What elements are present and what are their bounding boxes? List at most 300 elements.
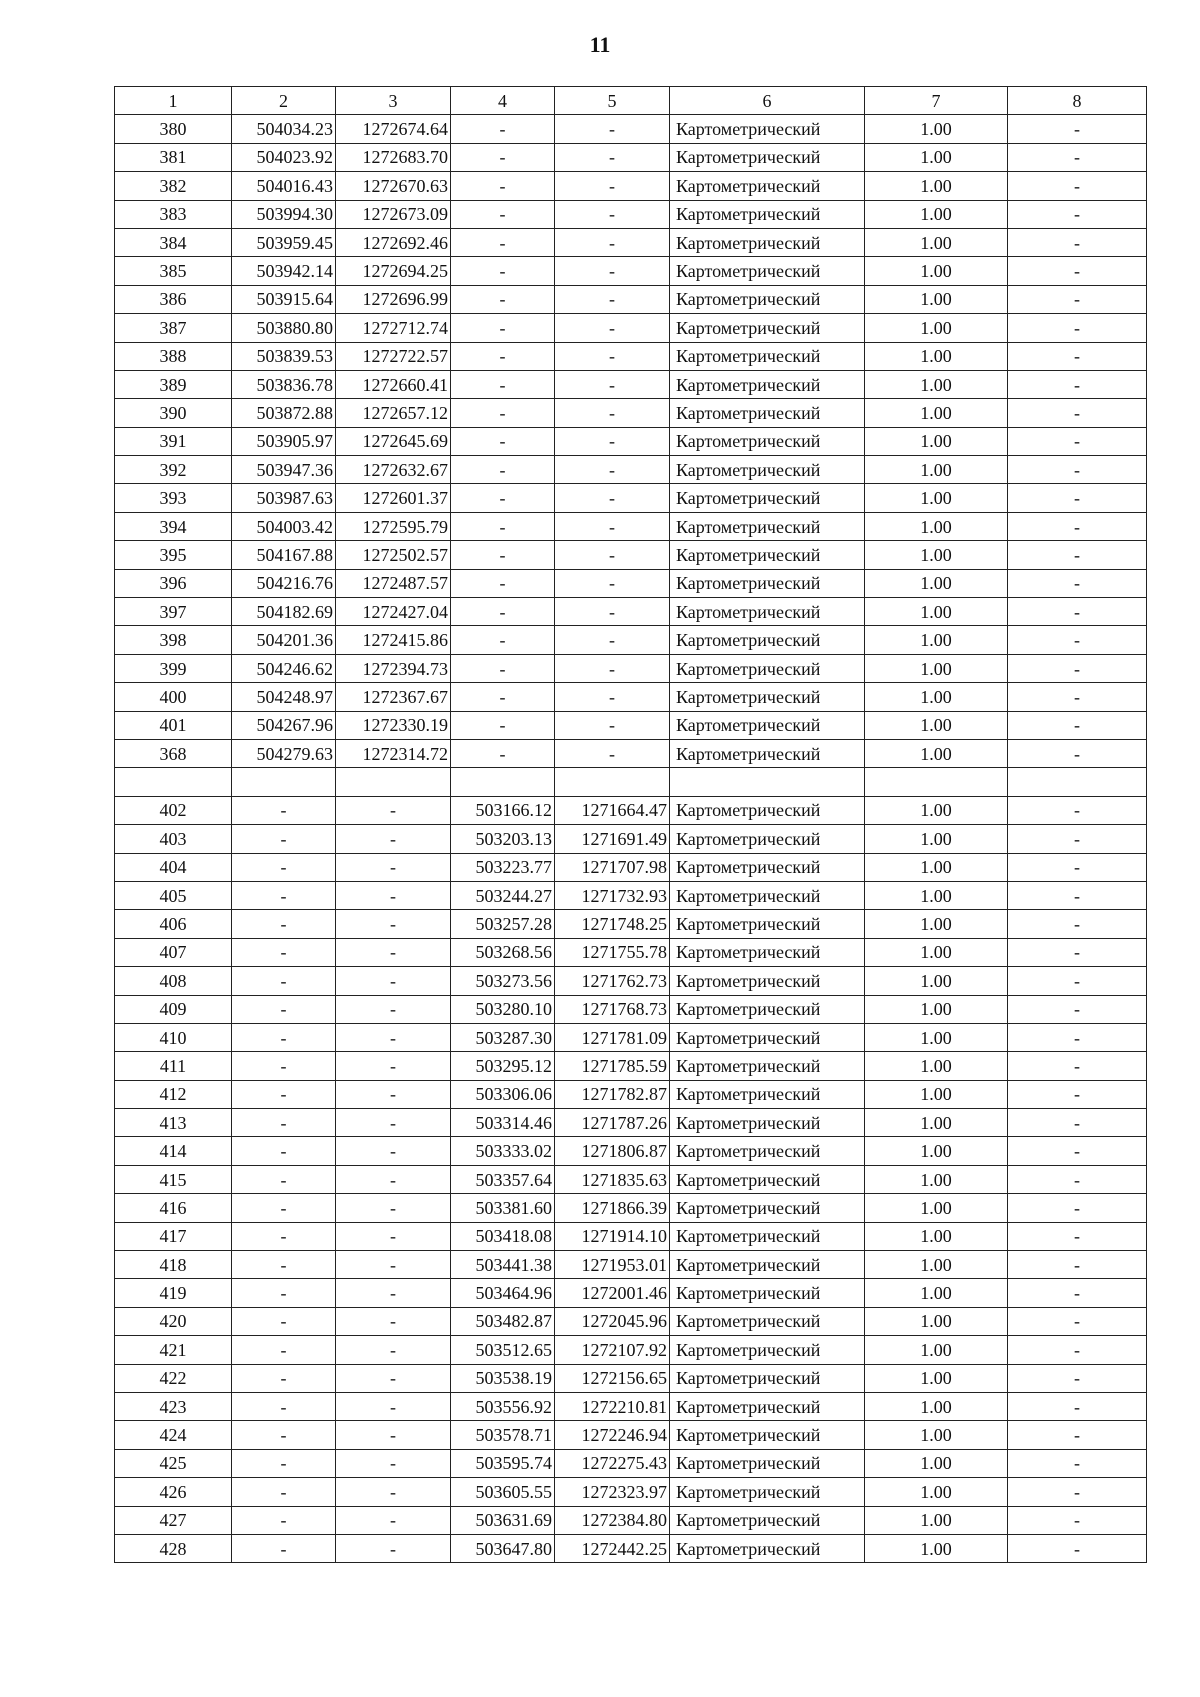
table-cell: - <box>1008 1222 1147 1250</box>
table-cell: - <box>1008 598 1147 626</box>
table-cell: 1.00 <box>865 541 1008 569</box>
table-cell: 1.00 <box>865 1392 1008 1420</box>
table-cell: - <box>555 484 670 512</box>
table-body <box>115 87 1147 1563</box>
table-cell: 1272415.86 <box>336 626 451 654</box>
table-cell: - <box>1008 228 1147 256</box>
table-cell: 398 <box>115 626 232 654</box>
table-cell: 1272323.97 <box>555 1478 670 1506</box>
table-cell: 1.00 <box>865 342 1008 370</box>
table-cell: Картометрический <box>670 1194 865 1222</box>
table-cell: 417 <box>115 1222 232 1250</box>
table-cell: Картометрический <box>670 200 865 228</box>
table-row <box>115 626 1147 654</box>
table-cell: - <box>1008 1449 1147 1477</box>
table-cell: 504267.96 <box>232 711 336 739</box>
table-row <box>115 399 1147 427</box>
table-row <box>115 456 1147 484</box>
table-cell: - <box>232 995 336 1023</box>
table-cell: 390 <box>115 399 232 427</box>
table-cell: 503595.74 <box>451 1449 555 1477</box>
header-cell: 1 <box>115 87 232 115</box>
table-cell: - <box>1008 143 1147 171</box>
table-row <box>115 1506 1147 1534</box>
table-cell: Картометрический <box>670 938 865 966</box>
table-row <box>115 342 1147 370</box>
table-cell: 413 <box>115 1109 232 1137</box>
table-cell: 421 <box>115 1336 232 1364</box>
table-cell: 1271914.10 <box>555 1222 670 1250</box>
table-cell: Картометрический <box>670 1165 865 1193</box>
table-cell: - <box>336 1364 451 1392</box>
table-cell: 504246.62 <box>232 654 336 682</box>
table-cell: - <box>1008 881 1147 909</box>
table-cell: - <box>232 1109 336 1137</box>
table-row <box>115 853 1147 881</box>
table-cell: 1272670.63 <box>336 172 451 200</box>
table-cell: 381 <box>115 143 232 171</box>
table-row <box>115 1023 1147 1051</box>
table-cell: - <box>232 1279 336 1307</box>
table-cell: - <box>1008 370 1147 398</box>
table-cell: 1271691.49 <box>555 825 670 853</box>
table-cell: - <box>451 314 555 342</box>
table-row <box>115 683 1147 711</box>
header-cell: 8 <box>1008 87 1147 115</box>
table-cell: 416 <box>115 1194 232 1222</box>
table-cell: 411 <box>115 1052 232 1080</box>
table-cell: 400 <box>115 683 232 711</box>
table-cell: 389 <box>115 370 232 398</box>
table-cell: 419 <box>115 1279 232 1307</box>
table-cell: 1.00 <box>865 1251 1008 1279</box>
table-cell: 1.00 <box>865 1222 1008 1250</box>
table-cell: - <box>1008 967 1147 995</box>
table-cell: - <box>555 541 670 569</box>
table-cell: 503223.77 <box>451 853 555 881</box>
table-cell: 412 <box>115 1080 232 1108</box>
table-cell: 384 <box>115 228 232 256</box>
table-cell: 423 <box>115 1392 232 1420</box>
table-cell: - <box>232 910 336 938</box>
table-spacer-row <box>115 768 1147 796</box>
table-cell: 1.00 <box>865 626 1008 654</box>
table-cell: 1271732.93 <box>555 881 670 909</box>
table-cell: - <box>232 1080 336 1108</box>
table-row <box>115 512 1147 540</box>
table-cell: 504016.43 <box>232 172 336 200</box>
table-cell: Картометрический <box>670 1421 865 1449</box>
table-cell: 504034.23 <box>232 115 336 143</box>
table-cell: 1.00 <box>865 257 1008 285</box>
table-cell: - <box>336 938 451 966</box>
table-cell: 1272442.25 <box>555 1534 670 1562</box>
table-cell: - <box>451 683 555 711</box>
table-cell: Картометрический <box>670 1052 865 1080</box>
table-cell: 1272683.70 <box>336 143 451 171</box>
table-cell: 368 <box>115 739 232 767</box>
table-cell: 1.00 <box>865 115 1008 143</box>
table-row <box>115 257 1147 285</box>
table-cell: 504248.97 <box>232 683 336 711</box>
table-cell: - <box>232 1506 336 1534</box>
table-cell: - <box>232 1449 336 1477</box>
table-cell: 1.00 <box>865 512 1008 540</box>
table-cell: Картометрический <box>670 1109 865 1137</box>
table-cell: 504003.42 <box>232 512 336 540</box>
table-cell: Картометрический <box>670 739 865 767</box>
table-cell: - <box>451 711 555 739</box>
coordinates-table <box>114 86 1147 1563</box>
table-cell: - <box>1008 683 1147 711</box>
table-cell: 503959.45 <box>232 228 336 256</box>
table-cell: - <box>1008 314 1147 342</box>
table-cell: 1.00 <box>865 456 1008 484</box>
table-cell: - <box>232 1392 336 1420</box>
table-cell: 1271787.26 <box>555 1109 670 1137</box>
table-cell: 1.00 <box>865 598 1008 626</box>
table-cell: - <box>336 1449 451 1477</box>
table-cell: 385 <box>115 257 232 285</box>
table-cell: 1.00 <box>865 711 1008 739</box>
table-cell: - <box>451 739 555 767</box>
table-row <box>115 484 1147 512</box>
table-cell-empty <box>115 768 232 796</box>
table-cell: 503839.53 <box>232 342 336 370</box>
table-cell: 428 <box>115 1534 232 1562</box>
table-row <box>115 1251 1147 1279</box>
table-cell: 1272314.72 <box>336 739 451 767</box>
table-cell: 402 <box>115 796 232 824</box>
table-cell: 1272696.99 <box>336 285 451 313</box>
table-cell: - <box>336 1307 451 1335</box>
table-cell: - <box>232 1336 336 1364</box>
table-cell: 1272632.67 <box>336 456 451 484</box>
table-cell: Картометрический <box>670 228 865 256</box>
table-cell: Картометрический <box>670 1307 865 1335</box>
table-cell: Картометрический <box>670 541 865 569</box>
table-cell: 503631.69 <box>451 1506 555 1534</box>
table-row <box>115 541 1147 569</box>
table-cell: 1272384.80 <box>555 1506 670 1534</box>
table-cell: - <box>555 200 670 228</box>
table-cell: 503357.64 <box>451 1165 555 1193</box>
table-cell: - <box>232 1194 336 1222</box>
table-cell: - <box>451 598 555 626</box>
table-row <box>115 938 1147 966</box>
table-cell: - <box>232 1421 336 1449</box>
table-cell: - <box>451 484 555 512</box>
table-row <box>115 1307 1147 1335</box>
table-cell: 1.00 <box>865 314 1008 342</box>
table-cell: - <box>336 1080 451 1108</box>
table-cell: - <box>232 1137 336 1165</box>
table-cell: Картометрический <box>670 1534 865 1562</box>
table-cell: Картометрический <box>670 115 865 143</box>
table-cell: - <box>1008 1080 1147 1108</box>
table-cell: - <box>1008 1165 1147 1193</box>
table-cell: 1.00 <box>865 995 1008 1023</box>
table-cell: 393 <box>115 484 232 512</box>
table-cell: 392 <box>115 456 232 484</box>
table-cell: 1.00 <box>865 1052 1008 1080</box>
table-cell: 1272722.57 <box>336 342 451 370</box>
table-cell: 410 <box>115 1023 232 1051</box>
table-cell: - <box>451 285 555 313</box>
table-cell: 503905.97 <box>232 427 336 455</box>
table-cell: - <box>232 1251 336 1279</box>
table-row <box>115 1449 1147 1477</box>
table-cell-empty <box>865 768 1008 796</box>
table-cell: 1272001.46 <box>555 1279 670 1307</box>
table-cell: - <box>1008 1052 1147 1080</box>
table-cell: - <box>1008 1506 1147 1534</box>
header-cell: 7 <box>865 87 1008 115</box>
table-cell: - <box>555 626 670 654</box>
table-cell: 1.00 <box>865 172 1008 200</box>
table-cell: 1.00 <box>865 796 1008 824</box>
table-cell: Картометрический <box>670 143 865 171</box>
table-cell: 383 <box>115 200 232 228</box>
header-cell: 5 <box>555 87 670 115</box>
table-cell: Картометрический <box>670 456 865 484</box>
table-cell: 503605.55 <box>451 1478 555 1506</box>
table-cell: Картометрический <box>670 1137 865 1165</box>
table-cell: - <box>336 853 451 881</box>
table-row <box>115 427 1147 455</box>
table-cell: - <box>336 881 451 909</box>
table-cell: 408 <box>115 967 232 995</box>
table-cell: 504182.69 <box>232 598 336 626</box>
table-cell: - <box>336 967 451 995</box>
table-row <box>115 228 1147 256</box>
table-cell: 1.00 <box>865 853 1008 881</box>
table-cell: 382 <box>115 172 232 200</box>
table-cell: 1.00 <box>865 200 1008 228</box>
table-cell: Картометрический <box>670 399 865 427</box>
table-header-row <box>115 87 1147 115</box>
table-cell: - <box>1008 1336 1147 1364</box>
table-cell: - <box>451 399 555 427</box>
table-cell: - <box>232 1534 336 1562</box>
table-cell: 427 <box>115 1506 232 1534</box>
table-cell: 1271806.87 <box>555 1137 670 1165</box>
table-cell: - <box>555 115 670 143</box>
table-cell: 1.00 <box>865 1421 1008 1449</box>
table-cell: 1.00 <box>865 825 1008 853</box>
table-cell: 407 <box>115 938 232 966</box>
table-cell: Картометрический <box>670 512 865 540</box>
table-cell: - <box>451 370 555 398</box>
table-cell: - <box>1008 853 1147 881</box>
table-cell: - <box>555 427 670 455</box>
table-cell: - <box>1008 1478 1147 1506</box>
table-cell: Картометрический <box>670 853 865 881</box>
table-cell: - <box>1008 995 1147 1023</box>
table-cell: - <box>451 427 555 455</box>
table-cell: - <box>555 172 670 200</box>
table-cell: 1272712.74 <box>336 314 451 342</box>
table-row <box>115 1421 1147 1449</box>
table-cell: 1.00 <box>865 1478 1008 1506</box>
table-cell: - <box>555 399 670 427</box>
table-cell: Картометрический <box>670 342 865 370</box>
table-cell: 503166.12 <box>451 796 555 824</box>
table-cell: 503441.38 <box>451 1251 555 1279</box>
table-cell: - <box>336 995 451 1023</box>
table-cell: 503512.65 <box>451 1336 555 1364</box>
table-cell: - <box>232 1478 336 1506</box>
table-cell: - <box>1008 200 1147 228</box>
table-cell: 1.00 <box>865 370 1008 398</box>
table-cell: - <box>336 1194 451 1222</box>
table-cell: 1.00 <box>865 910 1008 938</box>
table-cell: 504279.63 <box>232 739 336 767</box>
table-cell: 503280.10 <box>451 995 555 1023</box>
table-cell: - <box>336 1109 451 1137</box>
header-cell: 6 <box>670 87 865 115</box>
table-cell: - <box>1008 739 1147 767</box>
table-cell: - <box>336 1336 451 1364</box>
table-cell: 1271835.63 <box>555 1165 670 1193</box>
table-cell: 403 <box>115 825 232 853</box>
table-cell: - <box>1008 569 1147 597</box>
table-cell: 415 <box>115 1165 232 1193</box>
table-cell: Картометрический <box>670 1364 865 1392</box>
table-cell: - <box>1008 711 1147 739</box>
table-cell: 1.00 <box>865 1080 1008 1108</box>
table-cell: - <box>555 143 670 171</box>
table-cell: 1272107.92 <box>555 1336 670 1364</box>
table-cell: 1272275.43 <box>555 1449 670 1477</box>
table-cell: 380 <box>115 115 232 143</box>
table-cell: - <box>336 1506 451 1534</box>
table-row <box>115 1478 1147 1506</box>
table-cell: 1.00 <box>865 285 1008 313</box>
table-cell: 396 <box>115 569 232 597</box>
table-row <box>115 314 1147 342</box>
table-cell: - <box>451 456 555 484</box>
table-cell: - <box>451 512 555 540</box>
table-cell: Картометрический <box>670 257 865 285</box>
table-row <box>115 1080 1147 1108</box>
table-cell: - <box>451 626 555 654</box>
table-cell: 1271782.87 <box>555 1080 670 1108</box>
table-cell: 394 <box>115 512 232 540</box>
table-cell: Картометрический <box>670 484 865 512</box>
table-cell: - <box>1008 115 1147 143</box>
table-cell: 504023.92 <box>232 143 336 171</box>
table-cell: Картометрический <box>670 1080 865 1108</box>
table-cell: - <box>555 342 670 370</box>
table-cell: 422 <box>115 1364 232 1392</box>
table-cell: - <box>555 314 670 342</box>
table-cell: 1272601.37 <box>336 484 451 512</box>
table-cell: 418 <box>115 1251 232 1279</box>
table-cell: 503418.08 <box>451 1222 555 1250</box>
table-cell: 503947.36 <box>232 456 336 484</box>
table-cell: 503578.71 <box>451 1421 555 1449</box>
table-row <box>115 200 1147 228</box>
table-cell: 1272660.41 <box>336 370 451 398</box>
table-cell: - <box>451 115 555 143</box>
table-cell: 1272045.96 <box>555 1307 670 1335</box>
table-cell: Картометрический <box>670 1222 865 1250</box>
table-cell: - <box>1008 1364 1147 1392</box>
table-cell: 503556.92 <box>451 1392 555 1420</box>
table-cell: 1272427.04 <box>336 598 451 626</box>
table-cell: 406 <box>115 910 232 938</box>
table-cell: 401 <box>115 711 232 739</box>
table-cell: - <box>451 257 555 285</box>
table-cell: Картометрический <box>670 1478 865 1506</box>
table-cell: - <box>1008 399 1147 427</box>
table-cell: 503836.78 <box>232 370 336 398</box>
table-cell: 1271781.09 <box>555 1023 670 1051</box>
table-cell: 1.00 <box>865 1449 1008 1477</box>
table-cell: - <box>336 1251 451 1279</box>
table-cell: 503295.12 <box>451 1052 555 1080</box>
table-cell: 424 <box>115 1421 232 1449</box>
table-cell-empty <box>555 768 670 796</box>
table-cell: 1.00 <box>865 143 1008 171</box>
table-cell: - <box>1008 1279 1147 1307</box>
table-row <box>115 1165 1147 1193</box>
table-cell: - <box>232 938 336 966</box>
table-cell: - <box>555 370 670 398</box>
table-cell: Картометрический <box>670 1449 865 1477</box>
table-cell: - <box>1008 1251 1147 1279</box>
table-cell: 397 <box>115 598 232 626</box>
table-cell: - <box>336 825 451 853</box>
table-cell: 1271664.47 <box>555 796 670 824</box>
table-cell: Картометрический <box>670 910 865 938</box>
table-cell: - <box>336 1137 451 1165</box>
table-cell: - <box>1008 1307 1147 1335</box>
table-cell: - <box>451 172 555 200</box>
table-row <box>115 739 1147 767</box>
table-cell: Картометрический <box>670 314 865 342</box>
table-cell: 1.00 <box>865 1165 1008 1193</box>
table-cell: 504201.36 <box>232 626 336 654</box>
table-cell: 1272645.69 <box>336 427 451 455</box>
table-row <box>115 1336 1147 1364</box>
header-cell: 4 <box>451 87 555 115</box>
table-cell: 1.00 <box>865 967 1008 995</box>
table-cell: 1.00 <box>865 1137 1008 1165</box>
table-cell: - <box>1008 342 1147 370</box>
table-cell: 1272674.64 <box>336 115 451 143</box>
table-row <box>115 143 1147 171</box>
table-cell: - <box>1008 938 1147 966</box>
table-cell: 1271768.73 <box>555 995 670 1023</box>
table-cell: - <box>1008 626 1147 654</box>
table-cell: 1271785.59 <box>555 1052 670 1080</box>
table-cell: - <box>232 1364 336 1392</box>
table-row <box>115 569 1147 597</box>
table-row <box>115 711 1147 739</box>
table-cell: 1271953.01 <box>555 1251 670 1279</box>
table-cell: 503287.30 <box>451 1023 555 1051</box>
table-cell: - <box>336 1052 451 1080</box>
table-cell: 504167.88 <box>232 541 336 569</box>
table-cell: Картометрический <box>670 683 865 711</box>
table-cell: 1.00 <box>865 739 1008 767</box>
table-cell: Картометрический <box>670 370 865 398</box>
table-cell: 1.00 <box>865 1023 1008 1051</box>
table-cell: 1.00 <box>865 399 1008 427</box>
table-row <box>115 1392 1147 1420</box>
